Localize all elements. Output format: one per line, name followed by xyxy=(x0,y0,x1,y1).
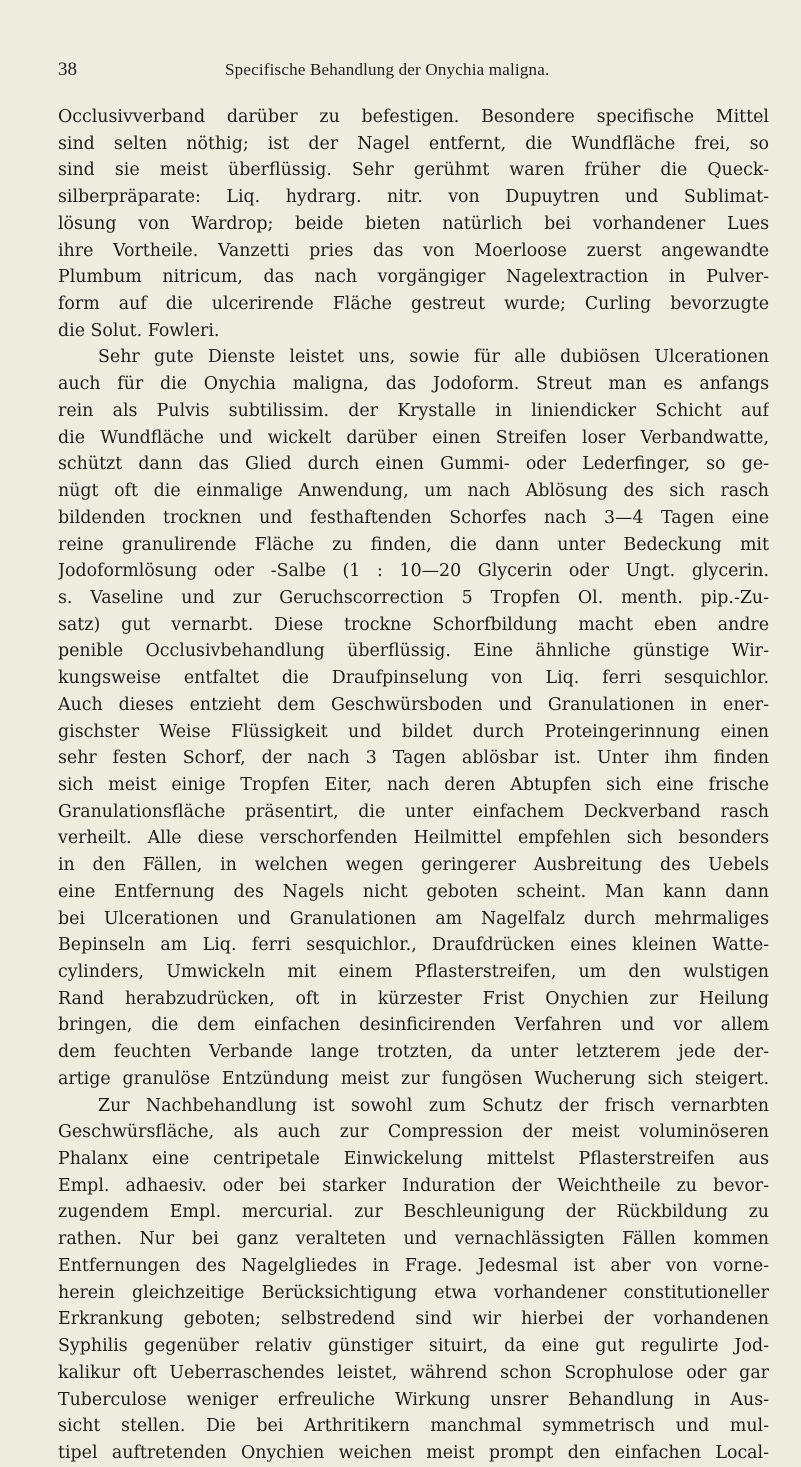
text-line: s. Vaseline und zur Geruchscorrection 5 Tropfen Ol. menth. pip.-Zu- xyxy=(58,587,769,608)
text-line: Sehr gute Dienste leistet uns, sowie für alle dubiösen Ulcerationen xyxy=(98,347,769,368)
text-line: bringen, die dem einfachen desinficirenden Verfahren und vor allem xyxy=(58,1015,769,1036)
text-line: lösung von Wardrop; beide bieten natürlich bei vorhandener Lues xyxy=(58,213,769,234)
text-line: Zur Nachbehandlung ist sowohl zum Schutz der frisch vernarbten xyxy=(98,1095,769,1116)
text-line: Plumbum nitricum, das nach vorgängiger Nagelextraction in Pulver- xyxy=(58,267,769,288)
text-line: Syphilis gegenüber relativ günstiger situirt, da eine gut regulirte Jod- xyxy=(58,1336,769,1357)
text-line: satz) gut vernarbt. Diese trockne Schorfbildung macht eben andre xyxy=(58,614,769,635)
text-line: Erkrankung geboten; selbstredend sind wir hierbei der vorhandenen xyxy=(58,1309,769,1330)
text-line: kalikur oft Ueberraschendes leistet, während schon Scrophulose oder gar xyxy=(58,1362,769,1383)
text-line: zugendem Empl. mercurial. zur Beschleunigung der Rückbildung zu xyxy=(58,1202,769,1223)
text-line: cylinders, Umwickeln mit einem Pflasterstreifen, um den wulstigen xyxy=(58,962,769,982)
text-line: die Wundfläche und wickelt darüber einen Streifen loser Verbandwatte, xyxy=(58,427,769,448)
text-line: form auf die ulcerirende Fläche gestreut wurde; Curling bevorzugte xyxy=(58,294,769,315)
text-line: sich meist einige Tropfen Eiter, nach deren Abtupfen sich eine frische xyxy=(58,774,769,795)
running-head xyxy=(58,58,769,82)
body-text xyxy=(58,104,769,1467)
text-line: Geschwürsfläche, als auch zur Compression der meist voluminöseren xyxy=(58,1122,769,1143)
text-line: kungsweise entfaltet die Draufpinselung von Liq. ferri sesquichlor. xyxy=(58,668,769,689)
text-line: Auch dieses entzieht dem Geschwürsboden und Granulationen in ener- xyxy=(58,694,769,715)
text-line: bildenden trocknen und festhaftenden Schorfes nach 3—4 Tagen eine xyxy=(58,507,769,528)
text-line: verheilt. Alle diese verschorfenden Heilmittel empfehlen sich besonders xyxy=(58,828,769,849)
text-line: bei Ulcerationen und Granulationen am Nagelfalz durch mehrmaliges xyxy=(58,908,769,929)
running-title: Specifische Behandlung der Onychia maligna. xyxy=(225,60,550,79)
text-line: auch für die Onychia maligna, das Jodoform. Streut man es anfangs xyxy=(58,374,769,395)
text-line: penible Occlusivbehandlung überflüssig. Eine ähnliche günstige Wir- xyxy=(58,641,769,662)
text-line: eine Entfernung des Nagels nicht geboten scheint. Man kann dann xyxy=(58,881,769,902)
text-line: tipel auftretenden Onychien weichen meist prompt den einfachen Local- xyxy=(58,1442,769,1463)
text-line: in den Fällen, in welchen wegen geringerer Ausbreitung des Uebels xyxy=(58,855,769,876)
text-line: gischster Weise Flüssigkeit und bildet durch Proteingerinnung einen xyxy=(58,721,769,742)
text-line: dem feuchten Verbande lange trotzten, da unter letzterem jede der- xyxy=(58,1042,769,1063)
text-line: Entfernungen des Nagelgliedes in Frage. Jedesmal ist aber von vorne- xyxy=(58,1255,769,1276)
text-line: Granulationsfläche präsentirt, die unter einfachem Deckverband rasch xyxy=(58,801,769,822)
text-line: Bepinseln am Liq. ferri sesquichlor., Draufdrücken eines kleinen Watte- xyxy=(58,935,769,956)
text-line: nügt oft die einmalige Anwendung, um nach Ablösung des sich rasch xyxy=(58,481,769,502)
text-line: rathen. Nur bei ganz veralteten und vernachlässigten Fällen kommen xyxy=(58,1229,769,1250)
text-line: silberpräparate: Liq. hydrarg. nitr. von Dupuytren und Sublimat- xyxy=(58,187,769,208)
text-line: Tuberculose weniger erfreuliche Wirkung unsrer Behandlung in Aus- xyxy=(58,1389,769,1410)
text-line: sind selten nöthig; ist der Nagel entfernt, die Wundfläche frei, so xyxy=(58,133,769,154)
page-number: 38 xyxy=(58,59,77,80)
text-line: Empl. adhaesiv. oder bei starker Induration der Weichtheile zu bevor- xyxy=(58,1175,769,1196)
text-line: rein als Pulvis subtilissim. der Krystalle in liniendicker Schicht auf xyxy=(58,400,769,421)
text-line: ihre Vortheile. Vanzetti pries das von Moerloose zuerst angewandte xyxy=(58,240,769,261)
text-line: sind sie meist überflüssig. Sehr gerühmt waren früher die Queck- xyxy=(58,160,769,181)
text-line: Rand herabzudrücken, oft in kürzester Frist Onychien zur Heilung xyxy=(58,988,769,1009)
text-line: artige granulöse Entzündung meist zur fungösen Wucherung sich steigert. xyxy=(58,1068,769,1089)
text-line: schützt dann das Glied durch einen Gummi- oder Lederfinger, so ge- xyxy=(58,454,769,475)
text-line: sicht stellen. Die bei Arthritikern manchmal symmetrisch und mul- xyxy=(58,1416,769,1437)
text-line: reine granulirende Fläche zu finden, die dann unter Bedeckung mit xyxy=(58,534,769,555)
text-line: Jodoformlösung oder -Salbe (1 : 10—20 Glycerin oder Ungt. glycerin. xyxy=(58,561,769,582)
text-line: herein gleichzeitige Berücksichtigung etwa vorhandener constitutioneller xyxy=(58,1282,769,1303)
text-line: Occlusivverband darüber zu befestigen. Besondere specifische Mittel xyxy=(58,107,769,127)
text-line: Phalanx eine centripetale Einwickelung mittelst Pflasterstreifen aus xyxy=(58,1149,769,1170)
text-line: sehr festen Schorf, der nach 3 Tagen ablösbar ist. Unter ihm finden xyxy=(58,748,769,769)
text-line: die Solut. Fowleri. xyxy=(58,320,220,341)
